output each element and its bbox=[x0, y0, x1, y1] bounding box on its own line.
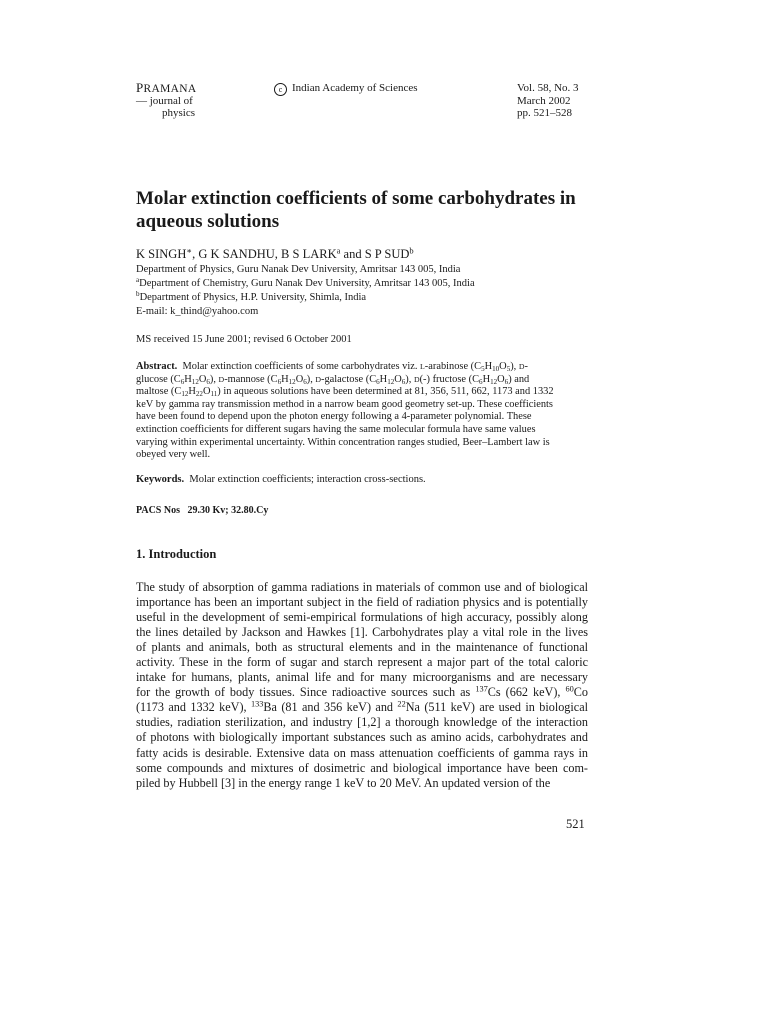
body-line: for the growth of body tissues. Since radioactive sources such as $^{137}$Cs (662 keV), $^{60}$Co bbox=[136, 684, 589, 700]
abstract-line: have been found to depend upon the photon energy following a 4-parameter polynomial. These bbox=[136, 411, 532, 423]
affiliation-2 bbox=[136, 277, 475, 292]
body-line: fatty acids is desirable. Extensive data on mass attenuation coefficients of gamma rays in bbox=[136, 745, 588, 760]
copyright-text: Indian Academy of Sciences bbox=[292, 82, 418, 94]
body-line: The study of absorption of gamma radiations in materials of common use and of biological bbox=[136, 580, 588, 594]
abstract-line: glucose $(C_6H_{12}O_6)$, D-mannose $(C_6H_{12}O_6)$, D-galactose $(C_6H_{12}O_6)$, D(-) fructose $(C_6H_{12}O_6)$ and bbox=[136, 373, 530, 386]
affiliation-mark: a bbox=[336, 245, 341, 256]
body-line: importance has been an important subject in the field of radiation physics and is potentially bbox=[136, 595, 588, 610]
body-line: piled by Hubbell [3] in the energy range 1 keV to 20 MeV. An updated version of the bbox=[136, 775, 551, 790]
pacs-text: 29.30 Kv; 32.80.Cy bbox=[187, 505, 269, 516]
affiliation-3 bbox=[136, 291, 366, 306]
body-line: intake for humans, plants, animal life and for many microorganisms and are necessary bbox=[136, 670, 588, 685]
abstract-line: keV by gamma ray transmission method in a narrow beam good geometry set-up. These coefficients bbox=[136, 398, 553, 410]
body-line: studies, radiation sterilization, and industry [1,2] a thorough knowledge of the interaction bbox=[136, 715, 588, 730]
paper-title-line1: Molar extinction coefficients of some carbohydrates in bbox=[136, 188, 576, 209]
abstract-line: extinction coefficients for different sugars having the same molecular formula have same values bbox=[136, 423, 536, 435]
body-line: (1173 and 1332 keV), $^{133}$Ba (81 and 356 keV) and $^{22}$Na (511 keV) are used in biological bbox=[136, 699, 588, 715]
affiliation-mark: b bbox=[409, 245, 414, 256]
keywords-text: Molar extinction coefficients; interaction cross-sections. bbox=[189, 474, 426, 485]
author-list bbox=[136, 247, 414, 262]
abstract-line: varying within experimental uncertainty. Within concentration ranges studied, Beer–Lambert law is bbox=[136, 436, 550, 448]
affiliation-text: Department of Chemistry, Guru Nanak Dev University, Amritsar 143 005, India bbox=[139, 278, 475, 289]
email-line: E-mail: k_thind@yahoo.com bbox=[136, 306, 259, 317]
affiliation-1: Department of Physics, Guru Nanak Dev University, Amritsar 143 005, India bbox=[136, 264, 461, 275]
pacs-numbers bbox=[136, 505, 268, 516]
pacs-label: PACS Nos bbox=[136, 505, 180, 516]
journal-subtitle-line1: — journal of bbox=[136, 95, 193, 107]
page-number: 521 bbox=[566, 817, 585, 831]
body-line: of plants and animals, both as structural elements and in the maintenance of functional bbox=[136, 640, 588, 655]
body-line: some compounds and mixtures of dosimetric and biological importance have been com- bbox=[136, 760, 588, 775]
body-line: useful in the development of semi-empirical formulations of high accuracy, possibly along bbox=[136, 610, 588, 625]
corresponding-mark: ∗ bbox=[186, 245, 193, 256]
introduction-body bbox=[136, 580, 588, 791]
journal-name-rest: RAMANA bbox=[143, 83, 197, 95]
keywords bbox=[136, 474, 426, 485]
abstract-line: Abstract. Molar extinction coefficients of some carbohydrates viz. L-arabinose $(C_5H_{10}O_5)$, D- bbox=[136, 361, 528, 374]
body-line: activity. These in the form of sugar and starch represent a major part of the total caloric bbox=[136, 655, 588, 670]
abstract bbox=[136, 361, 588, 462]
section-heading: 1. Introduction bbox=[136, 547, 217, 561]
copyright-icon: c bbox=[274, 83, 287, 96]
journal-name-initial: P bbox=[136, 80, 144, 95]
page-range: pp. 521–528 bbox=[517, 107, 572, 119]
author-name: and S P SUD bbox=[340, 247, 410, 261]
journal-name bbox=[136, 81, 196, 96]
volume-info: Vol. 58, No. 3 bbox=[517, 82, 579, 94]
author-names: , G K SANDHU, B S LARK bbox=[192, 247, 337, 261]
body-line: the lines detailed by Jackson and Hawkes [1]. Carbohydrates play a vital role in the lives bbox=[136, 625, 588, 640]
affiliation-mark: b bbox=[136, 290, 140, 299]
affiliation-text: Department of Physics, H.P. University, Shimla, India bbox=[139, 292, 367, 303]
copyright-notice bbox=[274, 82, 418, 96]
keywords-label: Keywords. bbox=[136, 474, 185, 485]
abstract-label: Abstract. bbox=[136, 361, 178, 372]
ms-dates: MS received 15 June 2001; revised 6 October 2001 bbox=[136, 334, 352, 345]
journal-subtitle-line2: physics bbox=[162, 107, 195, 119]
abstract-line: obeyed very well. bbox=[136, 449, 211, 461]
body-line: of photons with biologically important substances such as amino acids, carbohydrates and bbox=[136, 730, 588, 745]
affiliation-mark: a bbox=[136, 276, 140, 285]
issue-date: March 2002 bbox=[517, 95, 571, 107]
author-name: K SINGH bbox=[136, 247, 187, 261]
paper-title-line2: aqueous solutions bbox=[136, 211, 280, 232]
abstract-line: maltose $(C_{12}H_{22}O_{11})$ in aqueous solutions have been determined at 81, 356, 511, 662, 1173 and 1332 bbox=[136, 386, 554, 399]
